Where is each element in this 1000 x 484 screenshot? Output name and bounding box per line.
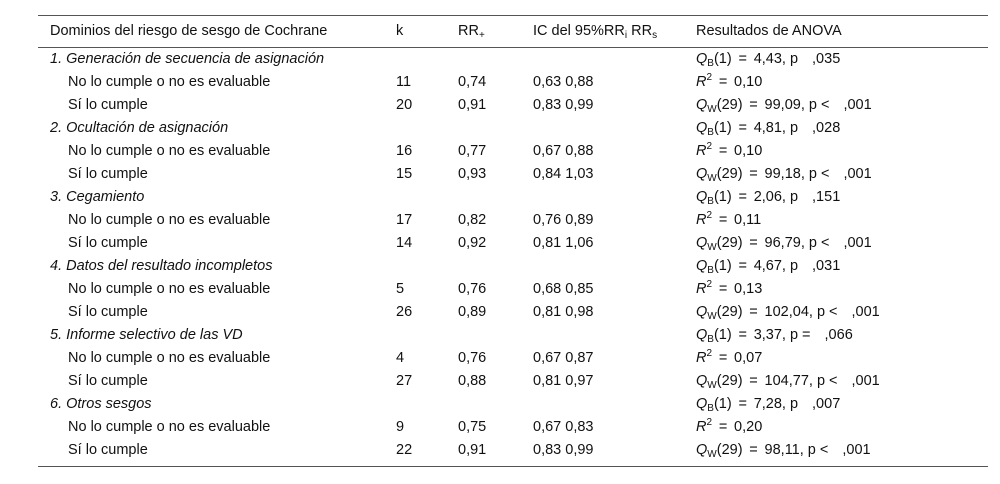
table-row (0, 232, 1000, 255)
statistic-value: 0,10 (734, 74, 763, 90)
k-value: 27 (396, 373, 413, 389)
rr-value: 0,89 (458, 304, 487, 320)
rr-value: 0,76 (458, 281, 487, 297)
degrees-of-freedom: (29) (716, 166, 743, 182)
table-row (0, 347, 1000, 370)
k-value: 9 (396, 419, 405, 435)
k-value: 14 (396, 235, 413, 251)
q-subscript: B (707, 127, 714, 138)
r-symbol: R (696, 350, 707, 366)
statistic-value: 99,09, p < (764, 97, 830, 113)
q-subscript: B (707, 334, 714, 345)
k-value: 5 (396, 281, 405, 297)
ic-value: 0,83 0,99 (533, 442, 594, 458)
statistic-value: 99,18, p < (764, 166, 830, 182)
equals-sign: = (749, 97, 758, 113)
degrees-of-freedom: (29) (716, 373, 743, 389)
header-k: k (396, 23, 404, 39)
equals-sign: = (718, 419, 728, 435)
degrees-of-freedom: (29) (716, 442, 743, 458)
equals-sign: = (718, 74, 728, 90)
k-value: 15 (396, 166, 413, 182)
ic-value: 0,76 0,89 (533, 212, 594, 228)
q-subscript: W (707, 380, 717, 391)
r-symbol: R (696, 143, 707, 159)
r2-statistic (696, 209, 761, 232)
ic-value: 0,81 0,97 (533, 373, 594, 389)
q-subscript: B (707, 58, 714, 69)
q-subscript: W (707, 449, 717, 460)
table-row (0, 301, 1000, 324)
rr-value: 0,92 (458, 235, 487, 251)
statistic-value: 98,11, p < (764, 442, 829, 458)
ic-value: 0,81 0,98 (533, 304, 594, 320)
r-symbol: R (696, 74, 707, 90)
q-symbol: Q (696, 396, 708, 412)
ic-value: 0,81 1,06 (533, 235, 594, 251)
statistic-value: 0,07 (734, 350, 763, 366)
equals-sign: = (738, 189, 747, 205)
r2-statistic (696, 278, 762, 301)
p-value: ,031 (812, 258, 841, 274)
r-superscript: 2 (706, 210, 713, 221)
statistic-value: 7,28, p (753, 396, 799, 412)
p-value: ,001 (842, 442, 871, 458)
degrees-of-freedom: (1) (713, 120, 732, 136)
statistic-value: 0,20 (734, 419, 763, 435)
table-row (0, 278, 1000, 301)
domain-row (0, 393, 1000, 416)
q-symbol: Q (696, 51, 708, 67)
q-symbol: Q (696, 304, 708, 320)
table-row (0, 416, 1000, 439)
table-header-row (0, 20, 1000, 44)
equals-sign: = (749, 373, 758, 389)
ic-value: 0,63 0,88 (533, 74, 594, 90)
statistic-value: 0,11 (734, 212, 762, 228)
equals-sign: = (718, 281, 728, 297)
q-symbol: Q (696, 258, 708, 274)
label-no-cumple: No lo cumple o no es evaluable (68, 143, 271, 159)
label-si-cumple: Sí lo cumple (68, 97, 148, 113)
qb-statistic (696, 324, 853, 347)
p-value: ,001 (851, 304, 880, 320)
table-row (0, 140, 1000, 163)
degrees-of-freedom: (29) (716, 235, 743, 251)
qb-statistic (696, 48, 840, 71)
table-row (0, 163, 1000, 186)
qw-statistic (696, 163, 872, 186)
domain-row (0, 324, 1000, 347)
q-subscript: W (707, 311, 717, 322)
label-si-cumple: Sí lo cumple (68, 166, 148, 182)
qb-statistic (696, 117, 840, 140)
equals-sign: = (749, 235, 758, 251)
degrees-of-freedom: (1) (713, 258, 732, 274)
statistic-value: 2,06, p (753, 189, 799, 205)
r-superscript: 2 (706, 279, 713, 290)
r2-statistic (696, 347, 762, 370)
equals-sign: = (738, 120, 747, 136)
q-subscript: W (707, 242, 717, 253)
degrees-of-freedom: (29) (716, 304, 743, 320)
k-value: 11 (396, 74, 412, 90)
statistic-value: 104,77, p < (764, 373, 838, 389)
qw-statistic (696, 439, 871, 462)
equals-sign: = (718, 212, 728, 228)
r-symbol: R (696, 281, 707, 297)
equals-sign: = (738, 396, 747, 412)
degrees-of-freedom: (1) (713, 327, 732, 343)
p-value: ,066 (824, 327, 853, 343)
table-row (0, 71, 1000, 94)
label-no-cumple: No lo cumple o no es evaluable (68, 212, 271, 228)
qb-statistic (696, 255, 840, 278)
domain-title: 5. Informe selectivo de las VD (50, 327, 243, 343)
q-subscript: B (707, 403, 714, 414)
q-subscript: W (707, 173, 717, 184)
rr-value: 0,93 (458, 166, 487, 182)
ic-value: 0,68 0,85 (533, 281, 594, 297)
equals-sign: = (749, 166, 758, 182)
domain-row (0, 117, 1000, 140)
domain-title: 4. Datos del resultado incompletos (50, 258, 273, 274)
rr-value: 0,82 (458, 212, 487, 228)
ic-value: 0,67 0,83 (533, 419, 594, 435)
q-symbol: Q (696, 327, 708, 343)
domain-title: 6. Otros sesgos (50, 396, 152, 412)
domain-row (0, 48, 1000, 71)
r-superscript: 2 (706, 348, 713, 359)
r2-statistic (696, 71, 762, 94)
p-value: ,001 (843, 97, 872, 113)
r-symbol: R (696, 212, 707, 228)
label-no-cumple: No lo cumple o no es evaluable (68, 281, 271, 297)
statistic-value: 102,04, p < (764, 304, 838, 320)
statistic-value: 4,43, p (753, 51, 799, 67)
equals-sign: = (749, 304, 758, 320)
equals-sign: = (738, 51, 747, 67)
table-row (0, 94, 1000, 117)
ic-value: 0,67 0,88 (533, 143, 594, 159)
table-bottom-rule (38, 466, 988, 467)
domain-title: 2. Ocultación de asignación (50, 120, 229, 136)
r2-statistic (696, 140, 762, 163)
statistic-value: 0,10 (734, 143, 763, 159)
rr-value: 0,88 (458, 373, 487, 389)
domain-title: 3. Cegamiento (50, 189, 145, 205)
statistic-value: 3,37, p = (753, 327, 811, 343)
q-symbol: Q (696, 373, 708, 389)
label-no-cumple: No lo cumple o no es evaluable (68, 350, 271, 366)
qw-statistic (696, 94, 872, 117)
r-superscript: 2 (706, 417, 713, 428)
p-value: ,001 (851, 373, 880, 389)
label-si-cumple: Sí lo cumple (68, 373, 148, 389)
rr-value: 0,91 (458, 97, 487, 113)
label-si-cumple: Sí lo cumple (68, 235, 148, 251)
k-value: 22 (396, 442, 413, 458)
statistic-value: 4,81, p (753, 120, 799, 136)
domain-row (0, 255, 1000, 278)
rr-value: 0,91 (458, 442, 487, 458)
q-symbol: Q (696, 189, 708, 205)
label-si-cumple: Sí lo cumple (68, 442, 148, 458)
ic-value: 0,83 0,99 (533, 97, 594, 113)
degrees-of-freedom: (29) (716, 97, 743, 113)
equals-sign: = (749, 442, 758, 458)
q-symbol: Q (696, 442, 708, 458)
k-value: 4 (396, 350, 405, 366)
domain-title: 1. Generación de secuencia de asignación (50, 51, 325, 67)
degrees-of-freedom: (1) (713, 51, 732, 67)
ic-value: 0,67 0,87 (533, 350, 594, 366)
p-value: ,028 (812, 120, 841, 136)
q-subscript: B (707, 265, 714, 276)
q-symbol: Q (696, 235, 708, 251)
rr-value: 0,77 (458, 143, 487, 159)
r-superscript: 2 (706, 141, 713, 152)
label-no-cumple: No lo cumple o no es evaluable (68, 419, 271, 435)
qb-statistic (696, 186, 840, 209)
statistic-value: 0,13 (734, 281, 763, 297)
label-si-cumple: Sí lo cumple (68, 304, 148, 320)
r-superscript: 2 (706, 72, 713, 83)
label-no-cumple: No lo cumple o no es evaluable (68, 74, 271, 90)
r-symbol: R (696, 419, 707, 435)
q-symbol: Q (696, 97, 708, 113)
header-anova: Resultados de ANOVA (696, 23, 842, 39)
p-value: ,007 (812, 396, 841, 412)
equals-sign: = (738, 327, 747, 343)
equals-sign: = (718, 143, 728, 159)
degrees-of-freedom: (1) (713, 396, 732, 412)
p-value: ,001 (843, 235, 872, 251)
ic-value: 0,84 1,03 (533, 166, 594, 182)
degrees-of-freedom: (1) (713, 189, 732, 205)
table-row (0, 370, 1000, 393)
qw-statistic (696, 232, 872, 255)
r2-statistic (696, 416, 762, 439)
p-value: ,001 (843, 166, 872, 182)
qb-statistic (696, 393, 840, 416)
p-value: ,035 (812, 51, 841, 67)
k-value: 20 (396, 97, 413, 113)
equals-sign: = (718, 350, 728, 366)
table-top-rule (38, 15, 988, 16)
k-value: 17 (396, 212, 413, 228)
statistic-value: 96,79, p < (764, 235, 830, 251)
rr-value: 0,75 (458, 419, 487, 435)
header-ic: IC del $95\%RR_i$ $RR_s$ (533, 23, 658, 41)
p-value: ,151 (812, 189, 841, 205)
table-row (0, 439, 1000, 462)
q-symbol: Q (696, 120, 708, 136)
qw-statistic (696, 301, 880, 324)
rr-value: 0,74 (458, 74, 487, 90)
domain-row (0, 186, 1000, 209)
statistic-value: 4,67, p (753, 258, 799, 274)
k-value: 16 (396, 143, 413, 159)
qw-statistic (696, 370, 880, 393)
k-value: 26 (396, 304, 413, 320)
rr-value: 0,76 (458, 350, 487, 366)
equals-sign: = (738, 258, 747, 274)
table-row (0, 209, 1000, 232)
q-symbol: Q (696, 166, 708, 182)
q-subscript: B (707, 196, 714, 207)
header-rr: $RR_+$ (458, 23, 485, 41)
header-domain: Dominios del riesgo de sesgo de Cochrane (50, 23, 328, 39)
q-subscript: W (707, 104, 717, 115)
